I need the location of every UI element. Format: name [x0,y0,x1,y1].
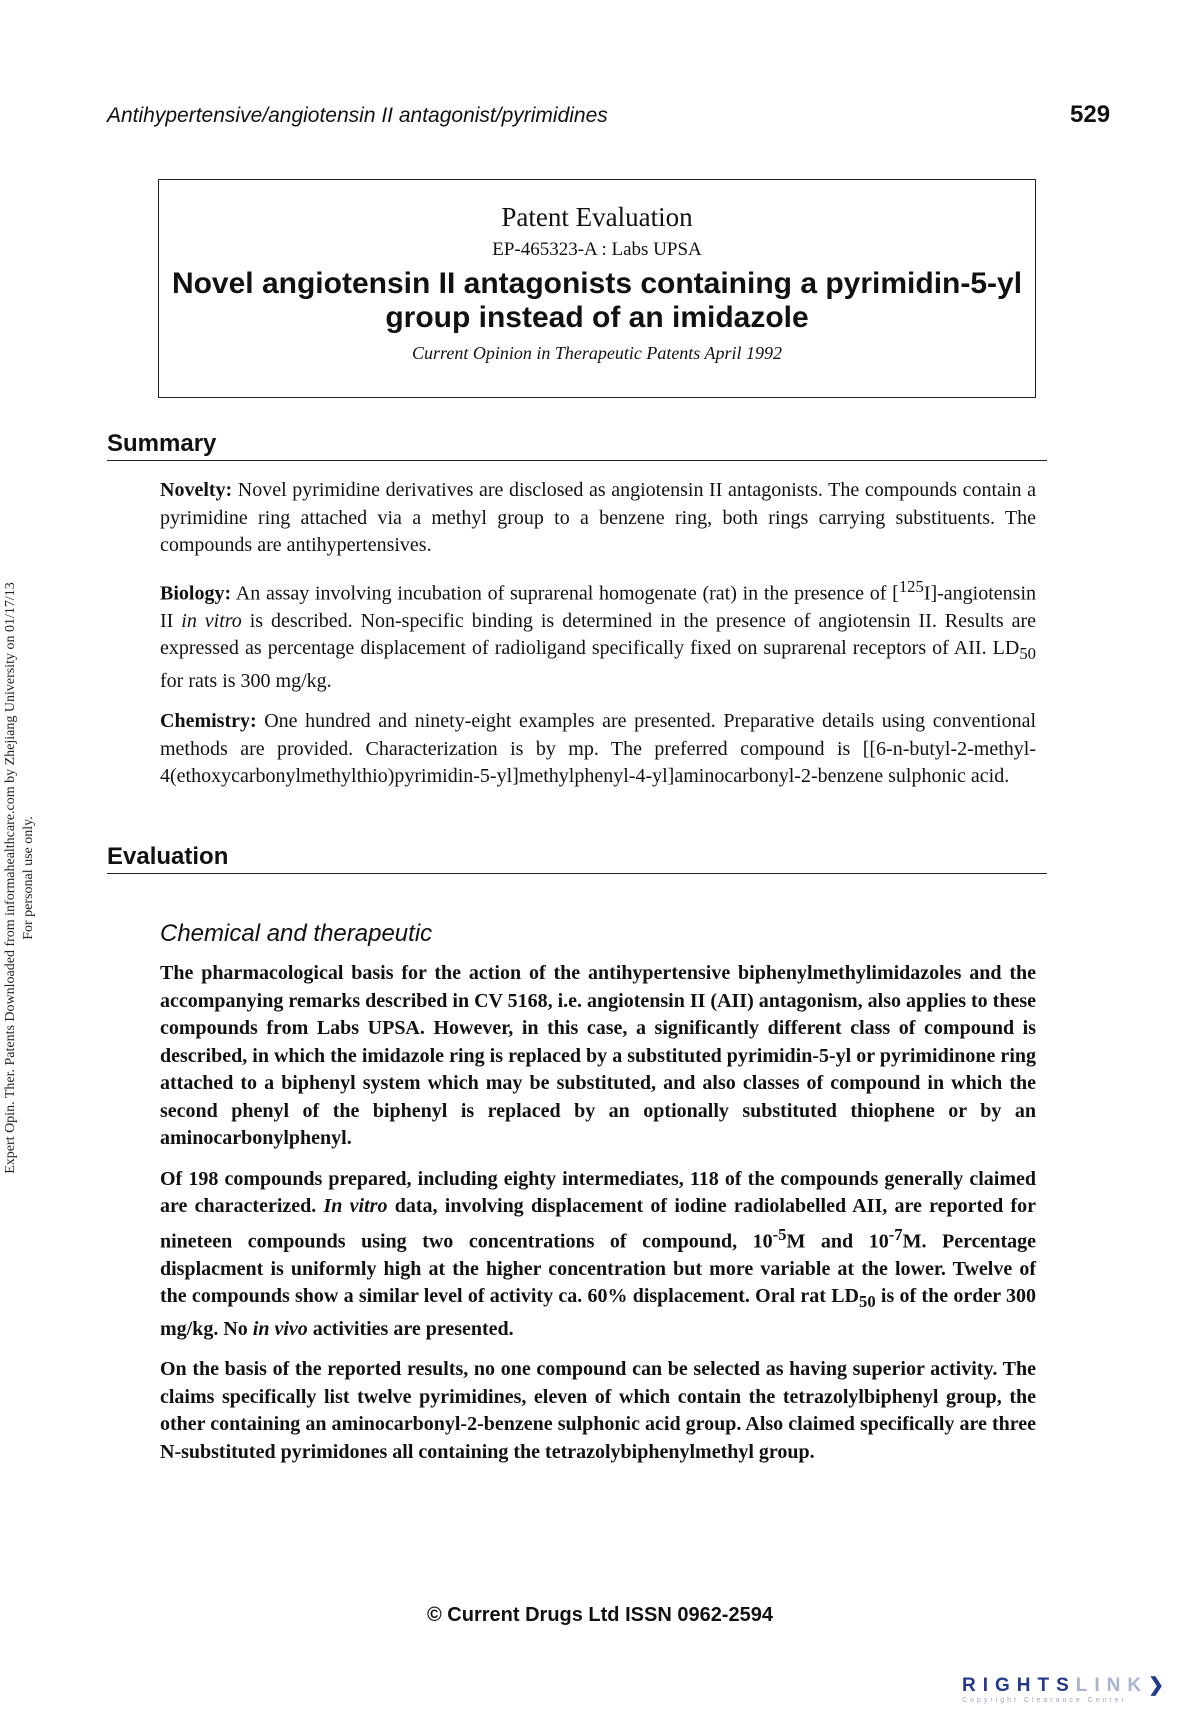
text: M and 10 [786,1230,889,1253]
biology-paragraph [160,573,1036,696]
superscript: -5 [772,1224,787,1244]
rightslink-logo[interactable] [962,1674,1171,1704]
summary-body [160,477,1036,804]
logo-text: LINK [1075,1675,1149,1696]
subscript: 50 [859,1292,876,1312]
evaluation-paragraph: The pharmacological basis for the action of the antihypertensive biphenylmethylimidazoles and the accompanying remarks described in CV 5168, i.e. angiotensin II (AII) antagonism, also applies to these compounds from Labs UPSA. However, in this case, a significantly different class of compound is described, in which the imidazole ring is replaced by a substituted pyrimidin-5-yl or pyrimidinone ring attached to a biphenyl system which may be substituted, and also classes of compound in which the second phenyl of the biphenyl is replaced by an optionally substituted thiophene or by an aminocarbonylphenyl. [160,962,1036,1149]
novelty-label: Novelty: [160,479,233,501]
evaluation-paragraph [160,1166,1036,1344]
text: activities are presented. [307,1317,514,1340]
evaluation-subheading: Chemical and therapeutic [160,920,433,947]
evaluation-heading: Evaluation [107,843,229,870]
evaluation-body [160,960,1036,1479]
chemistry-label: Chemistry: [160,710,257,733]
running-title: Antihypertensive/angiotensin II antagonist/pyrimidines [107,104,608,127]
superscript: -7 [888,1224,903,1244]
source-line: Current Opinion in Therapeutic Patents April 1992 [412,343,782,363]
copyright: © Current Drugs Ltd ISSN 0962-2594 [427,1604,773,1626]
title-box [158,179,1036,398]
download-notice-line: Expert Opin. Ther. Patents Downloaded from informahealthcare.com by Zhejiang University on 01/17/13 [3,582,18,1174]
box-label: Patent Evaluation [501,202,693,232]
evaluation-paragraph: On the basis of the reported results, no one compound can be selected as having superior activity. The claims specifically list twelve pyrimidines, eleven of which contain the tetrazolylbiphenyl group, the other containing an aminocarbonyl-2-benzene sulphonic acid group. Also claimed specifically are three N-substituted pyrimidones all containing the tetrazolybiphenylmethyl group. [160,1358,1036,1463]
logo-tagline: Copyright Clearance Center [962,1697,1127,1704]
novelty-text: Novel pyrimidine derivatives are disclosed as angiotensin II antagonists. The compounds contain a pyrimidine ring attached via a methyl group to a benzene ring, both rings carrying substituents. The compounds are antihypertensives. [160,479,1036,556]
article-title: Novel angiotensin II antagonists containing a pyrimidin-5-yl group instead of an imidazole [171,267,1023,334]
italic-text: In vitro [323,1195,388,1217]
summary-heading: Summary [107,430,217,457]
text: is described. Non-specific binding is determined in the presence of angiotensin II. Results are expressed as percentage displacement of radioligand specifically fixed on suprarenal receptors of AII. LD [160,609,1036,660]
patent-number: EP-465323-A : Labs UPSA [492,239,702,260]
page-number: 529 [1070,101,1111,128]
logo-text: RIGHTS [962,1675,1076,1696]
text: data, involving displacement of iodine radiolabelled AII, are reported for nineteen compounds using two concentrations of compound, 10 [160,1195,1036,1253]
text: An assay involving incubation of suprarenal homogenate (rat) in the presence of [ [231,582,899,605]
novelty-paragraph [160,477,1036,560]
download-notice [2,498,38,1258]
superscript: 125 [898,576,924,596]
text: I]-angiotensin II [160,582,1036,632]
subscript: 50 [1019,644,1036,664]
chemistry-paragraph [160,708,1036,791]
summary-rule [107,460,1047,461]
evaluation-rule [107,873,1047,874]
italic-text: in vitro [181,609,242,632]
text: Of 198 compounds prepared, including eighty intermediates, 118 of the compounds generally claimed are characterized. [160,1167,1036,1217]
text: for rats is 300 mg/kg. [160,669,332,692]
chevron-icon: ❯ [1148,1675,1172,1696]
chemistry-text: One hundred and ninety-eight examples are presented. Preparative details using conventional methods are provided. Characterization is by mp. The preferred compound is [[6-n-butyl-2-methyl-4(ethoxycarbonylmethylthio)pyrimidin-5-yl]methylphenyl-4-yl]aminocarbonyl-2-benzene sulphonic acid. [160,710,1036,788]
italic-text: in vivo [252,1317,308,1340]
download-notice-line: For personal use only. [21,816,36,940]
text: M. Percentage displacment is uniformly high at the higher concentration but more variable at the lower. Twelve of the compounds show a similar level of activity ca. 60% displacement. Oral rat LD [160,1230,1037,1308]
text: is of the order 300 mg/kg. No [160,1285,1036,1340]
biology-label: Biology: [160,582,232,605]
